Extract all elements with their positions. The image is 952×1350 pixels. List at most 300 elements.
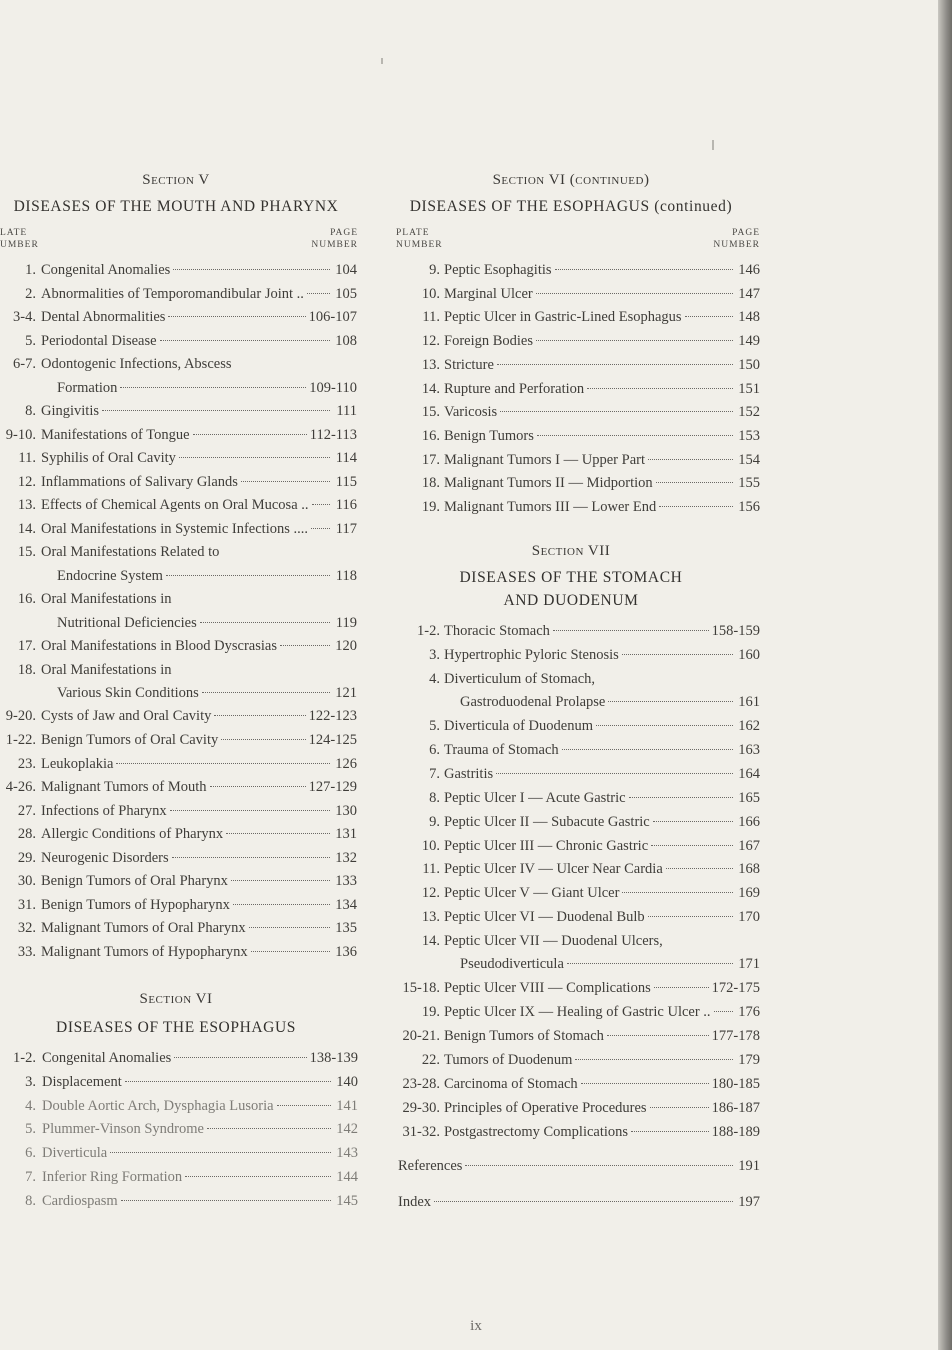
page-number: 191: [738, 1158, 760, 1174]
page-number: 171: [738, 956, 760, 973]
entry-line: [41, 753, 357, 775]
dot-leader: [562, 749, 733, 750]
entry-line: [42, 1166, 358, 1188]
entry-line: [460, 691, 760, 713]
entry-line: [444, 1097, 760, 1119]
plate-number: 14.: [17, 520, 36, 537]
entry-title: Gastroduodenal Prolapse: [460, 694, 606, 711]
page-number: 130: [335, 802, 357, 819]
dot-leader: [714, 1011, 733, 1012]
plate-number-header: PLATE NUMBER: [396, 228, 443, 250]
entry-title: Peptic Ulcer I — Acute Gastric: [444, 789, 626, 806]
plate-number: 29.: [17, 849, 36, 866]
entry-line: [444, 644, 760, 666]
entry-line: [42, 1190, 358, 1212]
dot-leader: [567, 963, 733, 964]
page-number: 179: [738, 1052, 760, 1068]
page-number-header: PAGE NUMBER: [311, 228, 358, 250]
entry-line: [444, 472, 760, 494]
entry-title: Various Skin Conditions: [57, 684, 199, 701]
entry-line: [41, 941, 357, 963]
entry-line: [41, 800, 357, 822]
dot-leader: [125, 1081, 331, 1082]
page-number: 155: [738, 475, 760, 492]
plate-number: 7.: [429, 765, 440, 782]
dot-leader: [581, 1083, 709, 1084]
entry-line: [444, 787, 760, 809]
dot-leader: [500, 411, 733, 412]
dot-leader: [172, 857, 330, 858]
entry-line: [444, 906, 760, 928]
page-number: 122-123: [308, 708, 357, 725]
dot-leader: [622, 654, 733, 655]
plate-number: 8.: [25, 403, 36, 420]
plate-number: 4-26.: [5, 779, 36, 796]
dot-leader: [587, 388, 733, 389]
plate-number: 11.: [18, 450, 36, 467]
plate-number: 17.: [17, 638, 36, 655]
entry-line: [444, 739, 760, 761]
entry-line: [41, 306, 357, 328]
page-number: 124-125: [308, 732, 357, 748]
entry-title: Principles of Operative Procedures: [444, 1099, 647, 1116]
page-number: 186-187: [711, 1099, 760, 1116]
entry-line: [41, 705, 357, 727]
entry-line: [444, 306, 760, 328]
entry-title: Leukoplakia: [41, 755, 114, 772]
dot-leader: [497, 364, 733, 365]
plate-number: 1.: [25, 262, 36, 278]
plate-number: 20-21.: [402, 1028, 440, 1045]
entry-title: Oral Manifestations in: [41, 591, 172, 608]
page-number: 172-175: [711, 980, 760, 997]
entry-title: Benign Tumors of Hypopharynx: [41, 896, 230, 913]
entry-title: Congenital Anomalies: [42, 1050, 172, 1066]
dot-leader: [311, 528, 330, 529]
entry-title: Hypertrophic Pyloric Stenosis: [444, 646, 619, 663]
entry-title: Syphilis of Oral Cavity: [41, 450, 176, 467]
entry-line: [41, 518, 357, 540]
entry-title: Marginal Ulcer: [444, 285, 533, 302]
scan-speck: [712, 140, 714, 150]
dot-leader: [120, 387, 306, 388]
dot-leader: [249, 927, 330, 928]
page-number: 144: [336, 1169, 358, 1185]
plate-number: 8.: [429, 789, 440, 806]
dot-leader: [233, 904, 330, 905]
plate-number: 6.: [25, 1145, 36, 1162]
entry-title: Malignant Tumors of Mouth: [41, 779, 207, 796]
entry-line: [41, 283, 357, 305]
entry-title: Peptic Ulcer III — Chronic Gastric: [444, 837, 649, 854]
plate-number: 6.: [429, 741, 440, 758]
entry-title: Inflammations of Salivary Glands: [41, 473, 238, 490]
dot-leader: [251, 951, 330, 952]
plate-number: 15.: [17, 544, 36, 561]
plate-number: 23-28.: [402, 1075, 440, 1092]
dot-leader: [226, 833, 330, 834]
index-entry: [398, 1191, 760, 1213]
entry-line: [444, 882, 760, 904]
entry-title: Peptic Ulcer II — Subacute Gastric: [444, 813, 650, 830]
entry-line: [444, 1001, 760, 1023]
plate-number: 9-10.: [5, 426, 36, 443]
entry-line: [41, 894, 357, 916]
plate-number: 27.: [17, 802, 36, 819]
dot-leader: [173, 269, 330, 270]
page-number: 115: [335, 473, 357, 490]
page-number: 153: [738, 427, 760, 444]
dot-leader: [555, 269, 733, 270]
entry-title: Gingivitis: [41, 403, 100, 420]
page-number: 135: [335, 920, 357, 937]
dot-leader: [185, 1176, 331, 1177]
page-number: 161: [738, 694, 760, 711]
page-number: 140: [336, 1073, 358, 1090]
page-number: 168: [738, 861, 760, 878]
entry-title: Peptic Esophagitis: [444, 262, 552, 278]
entry-title: Displacement: [42, 1073, 122, 1090]
entry-title: Thoracic Stomach: [444, 623, 550, 639]
page-number: 134: [335, 896, 357, 913]
dot-leader: [166, 575, 330, 576]
entry-line: [41, 847, 357, 869]
page-number: 154: [738, 451, 760, 468]
dot-leader: [168, 316, 305, 317]
entry-line: [41, 635, 357, 657]
plate-number: 16.: [421, 427, 440, 444]
page-number: 141: [336, 1097, 358, 1114]
dot-leader: [160, 340, 330, 341]
references-entry: [398, 1155, 760, 1177]
section-5-title: DISEASES OF THE MOUTH AND PHARYNX: [13, 198, 339, 215]
dot-leader: [496, 773, 733, 774]
page-number: 109-110: [309, 379, 357, 396]
entry-title: Malignant Tumors II — Midportion: [444, 475, 653, 492]
plate-number: 3.: [25, 1073, 36, 1090]
entry-title: Stricture: [444, 356, 494, 373]
page-number: 177-178: [711, 1028, 760, 1045]
plate-number: 5.: [25, 1121, 36, 1138]
entry-title: Benign Tumors: [444, 427, 534, 444]
page-number: 151: [738, 380, 760, 397]
entry-title: Cysts of Jaw and Oral Cavity: [41, 708, 212, 725]
page-number: 163: [738, 741, 760, 758]
entry-title: Malignant Tumors III — Lower End: [444, 499, 657, 515]
entry-title: Oral Manifestations in Systemic Infections ....: [41, 520, 308, 537]
entry-line: [444, 811, 760, 833]
dot-leader: [179, 457, 330, 458]
plate-number: 14.: [421, 933, 440, 950]
plate-number: 29-30.: [402, 1099, 440, 1116]
dot-leader: [553, 630, 709, 631]
entry-title: Double Aortic Arch, Dysphagia Lusoria: [42, 1097, 274, 1114]
plate-number: 32.: [17, 920, 36, 937]
dot-leader: [596, 725, 733, 726]
page-number: 156: [738, 499, 760, 515]
entry-line: [41, 870, 357, 892]
plate-number: 22.: [421, 1052, 440, 1068]
dot-leader: [221, 739, 305, 740]
plate-number-header: LATE UMBER: [0, 228, 39, 250]
dot-leader: [277, 1105, 331, 1106]
dot-leader: [656, 482, 733, 483]
entry-title: Plummer-Vinson Syndrome: [42, 1121, 204, 1138]
dot-leader: [434, 1201, 733, 1202]
section-7-label: Section VII: [531, 543, 611, 559]
entry-line: [444, 1121, 760, 1143]
plate-number: 1-2.: [417, 623, 440, 639]
dot-leader: [537, 435, 733, 436]
entry-line: [444, 977, 760, 999]
plate-number: 4.: [25, 1097, 36, 1114]
page-number: 111: [336, 403, 357, 420]
plate-number: 19.: [421, 499, 440, 515]
dot-leader: [202, 692, 330, 693]
dot-leader: [651, 845, 733, 846]
entry-line: [41, 424, 357, 446]
entry-line: [42, 1118, 358, 1140]
dot-leader: [685, 316, 733, 317]
entry-line: [57, 565, 357, 587]
entry-line: [444, 1073, 760, 1095]
section-6-continued-title: DISEASES OF THE ESOPHAGUS (continued): [409, 198, 733, 215]
page-number: 165: [738, 789, 760, 806]
dot-leader: [312, 504, 330, 505]
entry-title: Benign Tumors of Oral Pharynx: [41, 873, 228, 890]
dot-leader: [280, 645, 330, 646]
page-number: 121: [335, 684, 357, 701]
entry-line: [444, 259, 760, 281]
dot-leader: [231, 880, 330, 881]
entry-title: Peptic Ulcer in Gastric-Lined Esophagus: [444, 309, 682, 326]
entry-title: Endocrine System: [57, 567, 163, 584]
page-number: 136: [335, 943, 357, 960]
entry-line: [41, 823, 357, 845]
entry-title: Allergic Conditions of Pharynx: [41, 826, 224, 843]
plate-number: 4.: [429, 670, 440, 687]
entry-title: Trauma of Stomach: [444, 741, 559, 758]
entry-line: [41, 729, 357, 751]
dot-leader: [631, 1131, 709, 1132]
dot-leader: [174, 1057, 306, 1058]
page-number: 149: [738, 333, 760, 350]
entry-title: Carcinoma of Stomach: [444, 1075, 578, 1092]
plate-number: 9.: [429, 813, 440, 830]
entry-title: Periodontal Disease: [41, 332, 157, 349]
page-number-header: PAGE NUMBER: [713, 228, 760, 250]
page-number: 146: [738, 262, 760, 278]
entry-title: Oral Manifestations in: [41, 661, 172, 678]
dot-leader: [170, 810, 330, 811]
dot-leader: [575, 1059, 733, 1060]
entry-title: Diverticula of Duodenum: [444, 718, 593, 734]
plate-number: 15.: [421, 404, 440, 421]
entry-title: Cardiospasm: [42, 1192, 118, 1209]
entry-title: Pseudodiverticula: [460, 956, 564, 973]
page-number-footer: ix: [470, 1318, 482, 1334]
entry-line: [42, 1047, 358, 1069]
section-5-label: Section V: [142, 172, 210, 188]
page-number: 142: [336, 1121, 358, 1138]
dot-leader: [607, 1035, 709, 1036]
page-number: 104: [335, 262, 357, 278]
entry-line: [460, 953, 760, 975]
entry-line: [444, 354, 760, 376]
dot-leader: [536, 340, 733, 341]
plate-number: 30.: [17, 873, 36, 890]
entry-line: [444, 1049, 760, 1071]
dot-leader: [654, 987, 709, 988]
entry-title: Oral Manifestations Related to: [41, 544, 220, 561]
page-number: 131: [335, 826, 357, 843]
plate-number: 18.: [421, 475, 440, 492]
page-number: 158-159: [711, 623, 760, 639]
entry-line: [444, 763, 760, 785]
entry-title: Dental Abnormalities: [41, 309, 166, 326]
plate-number: 6-7.: [13, 356, 36, 373]
dot-leader: [465, 1165, 733, 1166]
plate-number: 16.: [17, 591, 36, 608]
page-number: 120: [335, 638, 357, 655]
plate-number: 3.: [429, 646, 440, 663]
entry-title: Benign Tumors of Stomach: [444, 1028, 604, 1045]
page-number: 180-185: [711, 1075, 760, 1092]
entry-line: [42, 1142, 358, 1164]
page-number: 150: [738, 356, 760, 373]
plate-number: 17.: [421, 451, 440, 468]
page-number: 152: [738, 404, 760, 421]
page-number: 160: [738, 646, 760, 663]
page-number: 127-129: [308, 779, 357, 796]
dot-leader: [622, 892, 733, 893]
entry-title: Congenital Anomalies: [41, 262, 171, 278]
entry-line: [444, 715, 760, 737]
page-number: 148: [738, 309, 760, 326]
page-number: 138-139: [309, 1050, 358, 1066]
entry-line: [42, 1071, 358, 1093]
dot-leader: [648, 459, 733, 460]
dot-leader: [629, 797, 733, 798]
page-number: 132: [335, 849, 357, 866]
page-number: 167: [738, 837, 760, 854]
entry-line: [444, 496, 760, 518]
plate-number: 31.: [17, 896, 36, 913]
plate-number: 12.: [421, 885, 440, 902]
plate-number: 1-2.: [13, 1050, 36, 1066]
page-edge-shadow: [938, 0, 952, 1350]
entry-title: Varicosis: [444, 404, 498, 421]
dot-leader: [666, 868, 733, 869]
plate-number: 15-18.: [402, 980, 440, 997]
page-number: 126: [335, 755, 357, 772]
plate-number: 13.: [421, 909, 440, 926]
plate-number: 9.: [429, 262, 440, 278]
entry-title: Formation: [57, 379, 118, 396]
entry-line: [41, 917, 357, 939]
entry-title: Nutritional Deficiencies: [57, 614, 197, 631]
dot-leader: [210, 786, 306, 787]
entry-title: Malignant Tumors of Hypopharynx: [41, 943, 248, 960]
entry-line: [444, 620, 760, 642]
entry-title: Postgastrectomy Complications: [444, 1123, 629, 1140]
entry-title: Infections of Pharynx: [41, 802, 167, 819]
page-number: 197: [738, 1194, 760, 1210]
entry-line: [444, 283, 760, 305]
page-number: 114: [335, 450, 357, 467]
entry-title: Gastritis: [444, 765, 494, 782]
entry-title: Inferior Ring Formation: [42, 1169, 183, 1185]
dot-leader: [214, 715, 305, 716]
dot-leader: [193, 434, 307, 435]
section-6-continued-label: Section VI (continued): [492, 172, 650, 188]
dot-leader: [207, 1128, 331, 1129]
page-number: 164: [738, 765, 760, 782]
entry-title: Benign Tumors of Oral Cavity: [41, 732, 219, 748]
plate-number: 19.: [421, 1004, 440, 1021]
plate-number: 12.: [421, 333, 440, 350]
plate-number: 5.: [25, 332, 36, 349]
dot-leader: [116, 763, 330, 764]
page-number: 105: [335, 285, 357, 302]
entry-title: Abnormalities of Temporomandibular Joint ..: [41, 285, 304, 302]
entry-title: Rupture and Perforation: [444, 380, 585, 397]
plate-number: 18.: [17, 661, 36, 678]
entry-title: Peptic Ulcer V — Giant Ulcer: [444, 885, 620, 902]
plate-number: 28.: [17, 826, 36, 843]
section-6-title: DISEASES OF THE ESOPHAGUS: [56, 1019, 296, 1036]
dot-leader: [648, 916, 733, 917]
entry-line: [444, 858, 760, 880]
plate-number: 11.: [422, 309, 440, 326]
entry-title: References: [398, 1158, 463, 1174]
entry-line: [57, 612, 357, 634]
dot-leader: [307, 293, 330, 294]
entry-title: Peptic Ulcer IX — Healing of Gastric Ulcer ..: [444, 1004, 711, 1021]
plate-number: 5.: [429, 718, 440, 734]
entry-line: [444, 835, 760, 857]
page-number: 170: [738, 909, 760, 926]
page-number: 106-107: [308, 309, 357, 326]
plate-number: 14.: [421, 380, 440, 397]
entry-title: Tumors of Duodenum: [444, 1052, 573, 1068]
page-number: 147: [738, 285, 760, 302]
entry-title: Peptic Ulcer VII — Duodenal Ulcers,: [444, 933, 663, 950]
page-number: 169: [738, 885, 760, 902]
plate-number: 31-32.: [402, 1123, 440, 1140]
entry-line: [444, 449, 760, 471]
plate-number: 13.: [17, 497, 36, 514]
page-number: 176: [738, 1004, 760, 1021]
entry-title: Manifestations of Tongue: [41, 426, 190, 443]
section-7-title: DISEASES OF THE STOMACH AND DUODENUM: [459, 569, 683, 609]
entry-line: [444, 378, 760, 400]
plate-number: 7.: [25, 1169, 36, 1185]
entry-title: Odontogenic Infections, Abscess: [41, 356, 232, 373]
page-number: 143: [336, 1145, 358, 1162]
plate-number: 33.: [17, 943, 36, 960]
entry-line: [444, 425, 760, 447]
plate-number: 23.: [17, 755, 36, 772]
entry-line: [444, 1025, 760, 1047]
entry-line: [41, 259, 357, 281]
plate-number: 1-22.: [5, 732, 36, 748]
entry-title: Peptic Ulcer IV — Ulcer Near Cardia: [444, 861, 663, 878]
dot-leader: [536, 293, 733, 294]
page-number: 166: [738, 813, 760, 830]
dot-leader: [200, 622, 330, 623]
page-number: 188-189: [711, 1123, 760, 1140]
